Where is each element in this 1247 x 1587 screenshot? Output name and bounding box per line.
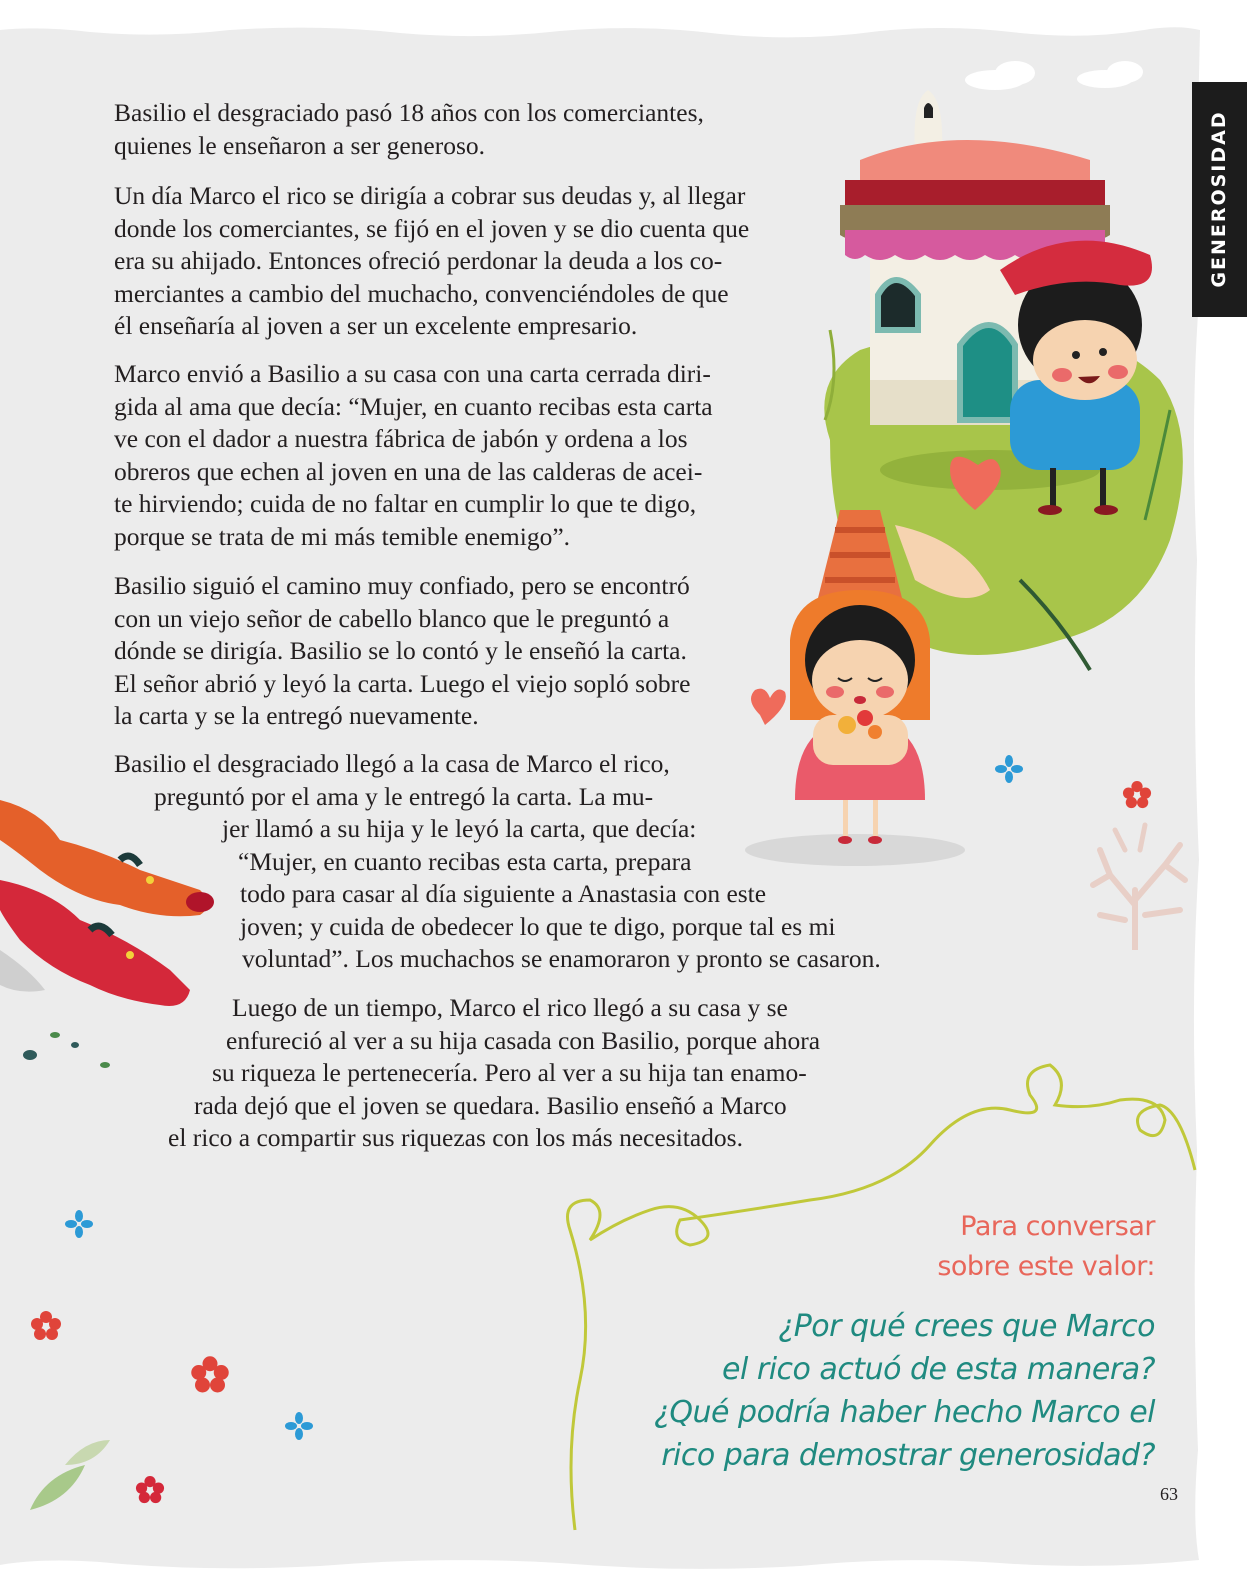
coral-decoration <box>1085 810 1195 950</box>
text-line: el rico a compartir sus riquezas con los más necesitados. <box>168 1123 743 1152</box>
prompt-line: Para conversar <box>960 1211 1155 1242</box>
text-line: todo para casar al día siguiente a Anastasia con este <box>240 879 767 908</box>
text-line: era su ahijado. Entonces ofreció perdonar la deuda a los co- <box>114 246 723 275</box>
story-paragraph <box>114 180 749 343</box>
text-line: ve con el dador a nuestra fábrica de jabón y ordena a los <box>114 424 688 453</box>
text-line: rada dejó que el joven se quedara. Basilio enseñó a Marco <box>194 1090 787 1120</box>
text-line: él enseñaría al joven a ser un excelente empresario. <box>114 311 638 340</box>
question-line: ¿Por qué crees que Marco <box>778 1309 1155 1344</box>
section-tab <box>1192 82 1247 317</box>
question-line: el rico actuó de esta manera? <box>722 1352 1155 1387</box>
text-line: voluntad”. Los muchachos se enamoraron y pronto se casaron. <box>242 944 881 973</box>
text-line: quienes le enseñaron a ser generoso. <box>114 130 486 160</box>
text-line: donde los comerciantes, se fijó en el joven y se dio cuenta que <box>114 213 750 243</box>
text-line: jer llamó a su hija y le leyó la carta, que decía: <box>222 814 697 843</box>
text-line: con un viejo señor de cabello blanco que le preguntó a <box>114 603 670 633</box>
text-line: Basilio el desgraciado pasó 18 años con los comerciantes, <box>114 98 704 127</box>
story-paragraph <box>114 992 820 1155</box>
text-line: la carta y se la entregó nuevamente. <box>114 701 479 730</box>
text-line: Marco envió a Basilio a su casa con una carta cerrada diri- <box>114 359 711 388</box>
page-number: 63 <box>1160 1484 1178 1504</box>
text-line: Un día Marco el rico se dirigía a cobrar sus deudas y, al llegar <box>114 181 746 210</box>
text-line: gida al ama que decía: “Mujer, en cuanto recibas esta carta <box>114 391 713 421</box>
blue-flower-icon <box>995 755 1023 783</box>
text-line: joven; y cuida de obedecer lo que te digo, porque tal es mi <box>240 911 836 941</box>
red-flower-icon <box>30 1310 62 1342</box>
text-line: Basilio el desgraciado llegó a la casa de Marco el rico, <box>114 749 670 778</box>
text-line: su riqueza le pertenecería. Pero al ver a su hija tan enamo- <box>212 1058 807 1087</box>
question-line: rico para demostrar generosidad? <box>661 1438 1155 1473</box>
text-line: Basilio siguió el camino muy confiado, pero se encontró <box>114 571 690 600</box>
red-flower-icon <box>190 1355 230 1395</box>
story-paragraph <box>114 358 713 553</box>
text-line: preguntó por el ama y le entregó la carta. La mu- <box>154 781 654 811</box>
text-line: “Mujer, en cuanto recibas esta carta, prepara <box>238 846 692 876</box>
prompt-line: sobre este valor: <box>937 1251 1155 1282</box>
section-tab-label: GENEROSIDAD <box>1208 110 1230 288</box>
text-line: dónde se dirigía. Basilio se lo contó y le enseñó la carta. <box>114 636 687 665</box>
blue-flower-icon <box>285 1412 313 1440</box>
leaves-icon <box>25 1435 115 1515</box>
text-line: El señor abrió y leyó la carta. Luego el viejo sopló sobre <box>114 668 691 698</box>
conversation-prompt <box>937 1207 1155 1287</box>
red-flower-icon <box>135 1475 165 1505</box>
text-line: porque se trata de mi más temible enemigo”. <box>114 521 571 551</box>
story-paragraph <box>114 570 690 733</box>
story-paragraph <box>114 97 704 162</box>
question-line: ¿Qué podría haber hecho Marco el <box>654 1395 1155 1430</box>
text-line: te hirviendo; cuida de no faltar en cumplir lo que te digo, <box>114 489 697 518</box>
discussion-questions <box>654 1305 1155 1477</box>
text-line: Luego de un tiempo, Marco el rico llegó a su casa y se <box>232 993 788 1022</box>
text-line: merciantes a cambio del muchacho, convenciéndoles de que <box>114 278 729 308</box>
text-line: enfureció al ver a su hija casada con Basilio, porque ahora <box>226 1025 821 1055</box>
story-paragraph <box>114 748 881 976</box>
text-line: obreros que echen al joven en una de las calderas de acei- <box>114 456 703 486</box>
blue-flower-icon <box>65 1210 93 1238</box>
red-flower-icon <box>1118 780 1156 810</box>
